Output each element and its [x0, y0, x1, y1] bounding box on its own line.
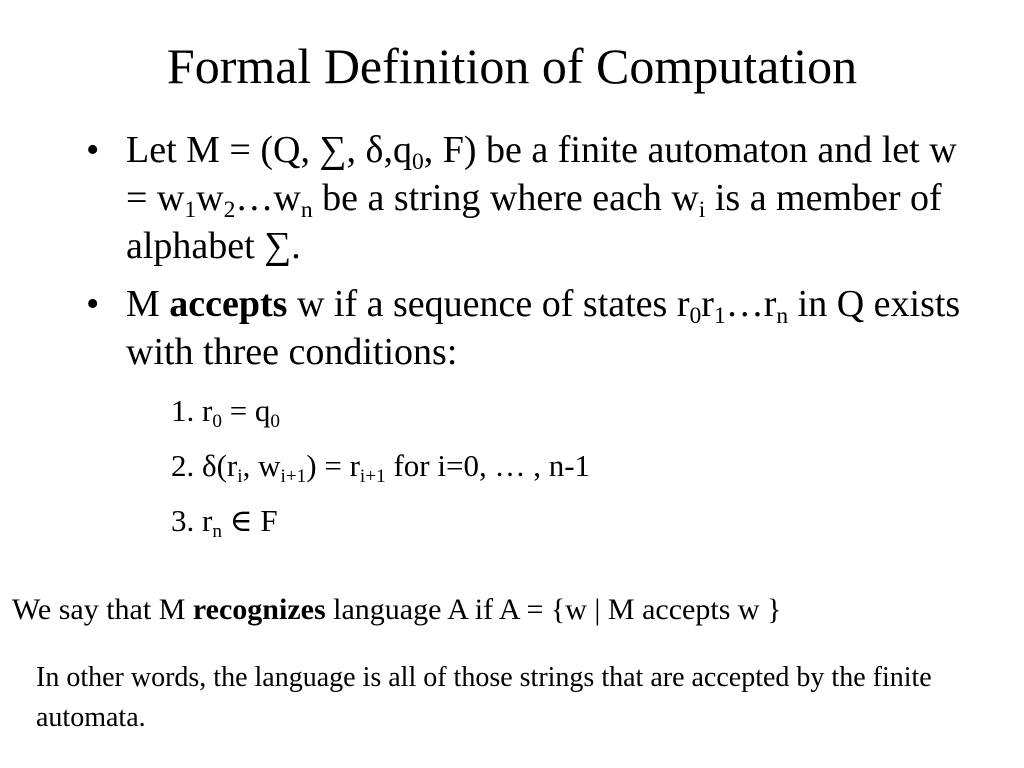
- subscript: n: [300, 197, 313, 224]
- text: language A if A = {w | M accepts w }: [325, 593, 782, 626]
- slide-title: Formal Definition of Computation: [166, 38, 858, 94]
- text: is a member of alphabet ∑.: [126, 177, 942, 267]
- text: …w: [235, 177, 301, 219]
- subscript: 0: [689, 303, 702, 330]
- condition-item: [171, 393, 590, 432]
- bullet-list: [84, 126, 964, 386]
- subscript: 0: [270, 410, 281, 432]
- text: ) = r: [306, 448, 360, 483]
- text: , F) be a finite automaton and let w = w: [126, 129, 957, 219]
- bold-term: accepts: [169, 283, 288, 325]
- text: We say that M: [12, 593, 193, 626]
- subscript: i+1: [359, 465, 386, 487]
- subscript: 0: [411, 149, 424, 176]
- condition-item: [171, 503, 590, 542]
- explanation-note: In other words, the language is all of those strings that are accepted by the finite automata.: [36, 662, 932, 733]
- subscript: i: [698, 197, 706, 224]
- text: w if a sequence of states r: [287, 283, 690, 325]
- text: M: [126, 283, 170, 325]
- text: = q: [221, 393, 271, 428]
- bullet-dot-icon: •: [86, 129, 100, 171]
- recognizes-statement: [12, 590, 781, 630]
- text: 2. δ(r: [171, 448, 238, 483]
- subscript: i+1: [280, 465, 307, 487]
- text: , w: [242, 448, 281, 483]
- bullet-dot-icon: •: [86, 283, 100, 325]
- text: 1. r: [171, 393, 213, 428]
- subscript: 1: [713, 303, 726, 330]
- text: w: [196, 177, 224, 219]
- text: in Q exists with three conditions:: [126, 283, 961, 373]
- text: Let M = (Q, ∑, δ,q: [126, 129, 412, 171]
- subscript: n: [212, 520, 222, 542]
- subscript: 1: [184, 197, 197, 224]
- subscript: i: [237, 465, 243, 487]
- text: ∈ F: [221, 503, 278, 538]
- text: 3. r: [171, 503, 213, 538]
- condition-item: [171, 448, 591, 487]
- text: be a string where each w: [312, 177, 699, 219]
- subscript: n: [776, 303, 789, 330]
- conditions-list: [171, 393, 590, 558]
- text: …r: [725, 283, 777, 325]
- text: for i=0, … , n-1: [385, 448, 591, 483]
- bullet-definition: [84, 126, 964, 270]
- bullet-accepts: [84, 280, 964, 376]
- text: r: [701, 283, 714, 325]
- subscript: 0: [212, 410, 222, 432]
- subscript: 2: [223, 197, 236, 224]
- bold-term: recognizes: [192, 593, 326, 626]
